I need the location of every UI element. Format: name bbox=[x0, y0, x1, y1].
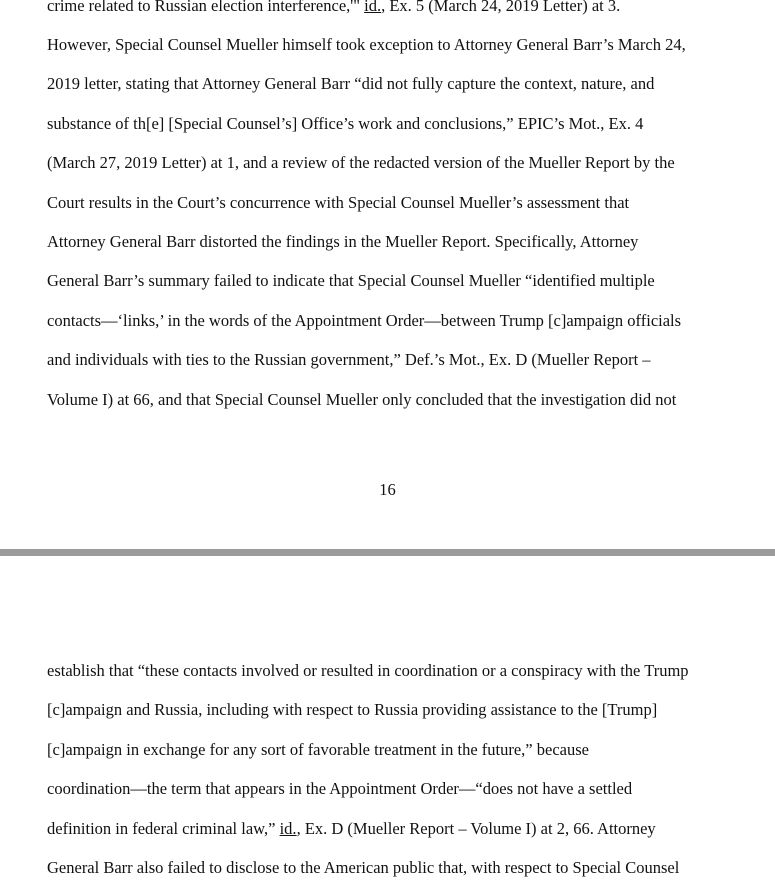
text-line: crime related to Russian election interference,'" id., Ex. 5 (March 24, 2019 Letter) at 3. bbox=[47, 0, 620, 16]
text-line: However, Special Counsel Mueller himself took exception to Attorney General Barr’s March 24, bbox=[47, 35, 686, 54]
text-line: Volume I) at 66, and that Special Counsel Mueller only concluded that the investigation did not bbox=[47, 390, 677, 409]
text-line: definition in federal criminal law,” id., Ex. D (Mueller Report – Volume I) at 2, 66. Attorney bbox=[47, 819, 656, 838]
text-line: coordination—the term that appears in the Appointment Order—“does not have a settled bbox=[47, 779, 633, 798]
text-line: (March 27, 2019 Letter) at 1, and a review of the redacted version of the Mueller Report by the bbox=[47, 153, 675, 172]
text-line: establish that “these contacts involved or resulted in coordination or a conspiracy with the Trump bbox=[47, 661, 689, 680]
text-line: [c]ampaign in exchange for any sort of favorable treatment in the future,” because bbox=[47, 740, 589, 759]
text-line: Attorney General Barr distorted the findings in the Mueller Report. Specifically, Attorney bbox=[47, 232, 639, 251]
text-line: Court results in the Court’s concurrence with Special Counsel Mueller’s assessment that bbox=[47, 193, 630, 212]
text-line: contacts—‘links,’ in the words of the Appointment Order—between Trump [c]ampaign officials bbox=[47, 311, 682, 330]
text-line: substance of th[e] [Special Counsel’s] Office’s work and conclusions,” EPIC’s Mot., Ex. 4 bbox=[47, 114, 644, 133]
text-line: General Barr also failed to disclose to the American public that, with respect to Special Counsel bbox=[47, 858, 680, 877]
text-line: [c]ampaign and Russia, including with respect to Russia providing assistance to the [Trump] bbox=[47, 700, 658, 719]
text-line: General Barr’s summary failed to indicate that Special Counsel Mueller “identified multiple bbox=[47, 271, 655, 290]
citation-id: id. bbox=[364, 0, 382, 15]
page-17 bbox=[0, 556, 775, 895]
text-line: 2019 letter, stating that Attorney General Barr “did not fully capture the context, nature, and bbox=[47, 74, 655, 93]
page-separator bbox=[0, 549, 775, 556]
page-number: 16 bbox=[379, 480, 396, 499]
text-line: and individuals with ties to the Russian government,” Def.’s Mot., Ex. D (Mueller Report – bbox=[47, 350, 651, 369]
citation-id: id. bbox=[279, 819, 297, 838]
